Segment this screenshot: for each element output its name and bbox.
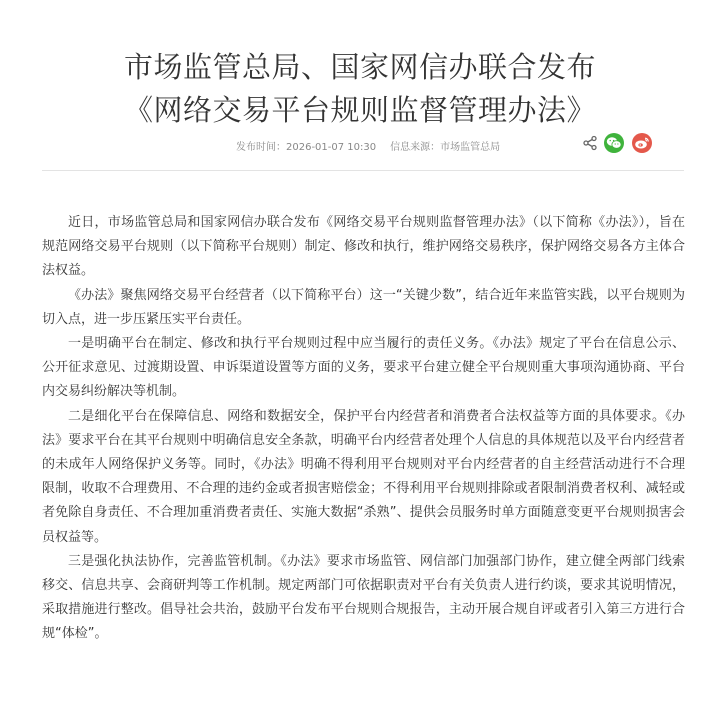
paragraph-5: 三是强化执法协作，完善监管机制。《办法》要求市场监管、网信部门加强部门协作，建立健全两部门线索移交、信息共享、会商研判等工作机制。规定两部门可依据职责对平台有关负责人进行约谈，要求其说明情况，采取措施进行整改。倡导社会共治，鼓励平台发布平台规则合规报告，主动开展合规自评或者引入第三方进行合规“体检”。 [42, 553, 685, 642]
publish-time: 2026-01-07 10:30 [286, 142, 377, 153]
divider [42, 170, 684, 171]
title-line-1: 市场监管总局、国家网信办联合发布 [123, 50, 596, 84]
article-meta [236, 138, 500, 153]
paragraph-1: 近日，市场监管总局和国家网信办联合发布《网络交易平台规则监督管理办法》（以下简称《办法》），旨在规范网络交易平台规则（以下简称平台规则）制定、修改和执行，维护网络交易秩序，保护网络交易各方主体合法权益。 [42, 215, 685, 279]
paragraph-4: 二是细化平台在保障信息、网络和数据安全，保护平台内经营者和消费者合法权益等方面的具体要求。《办法》要求平台在其平台规则中明确信息安全条款，明确平台内经营者处理个人信息的具体规范以及平台内经营者的未成年人网络保护义务等。同时，《办法》明确不得利用平台规则对平台内经营者的自主经营活动进行不合理限制，收取不合理费用、不合理的违约金或者损害赔偿金；不得利用平台规则排除或者限制消费者权利、减轻或者免除自身责任、不合理加重消费者责任、实施大数据“杀熟”、提供会员服务时单方面随意变更平台规则损害会员权益等。 [42, 408, 685, 545]
wechat-icon[interactable] [604, 133, 624, 153]
weibo-icon[interactable] [632, 133, 652, 153]
page-title [0, 46, 720, 132]
source-name: 市场监管总局 [440, 142, 501, 153]
share-icon[interactable] [582, 135, 598, 151]
paragraph-3: 一是明确平台在制定、修改和执行平台规则过程中应当履行的责任义务。《办法》规定了平台在信息公示、公开征求意见、过渡期设置、申诉渠道设置等方面的义务，要求平台建立健全平台规则重大事项沟通协商、平台内交易纠纷解决等机制。 [42, 336, 685, 400]
share-bar [582, 133, 652, 153]
paragraph-2: 《办法》聚焦网络交易平台经营者（以下简称平台）这一“关键少数”，结合近年来监管实践，以平台规则为切入点，进一步压紧压实平台责任。 [42, 287, 685, 327]
source-label: 信息来源： [390, 142, 441, 153]
title-line-2: 《网络交易平台规则监督管理办法》 [123, 93, 596, 127]
publish-label: 发布时间： [236, 142, 286, 153]
article-body [42, 211, 685, 647]
